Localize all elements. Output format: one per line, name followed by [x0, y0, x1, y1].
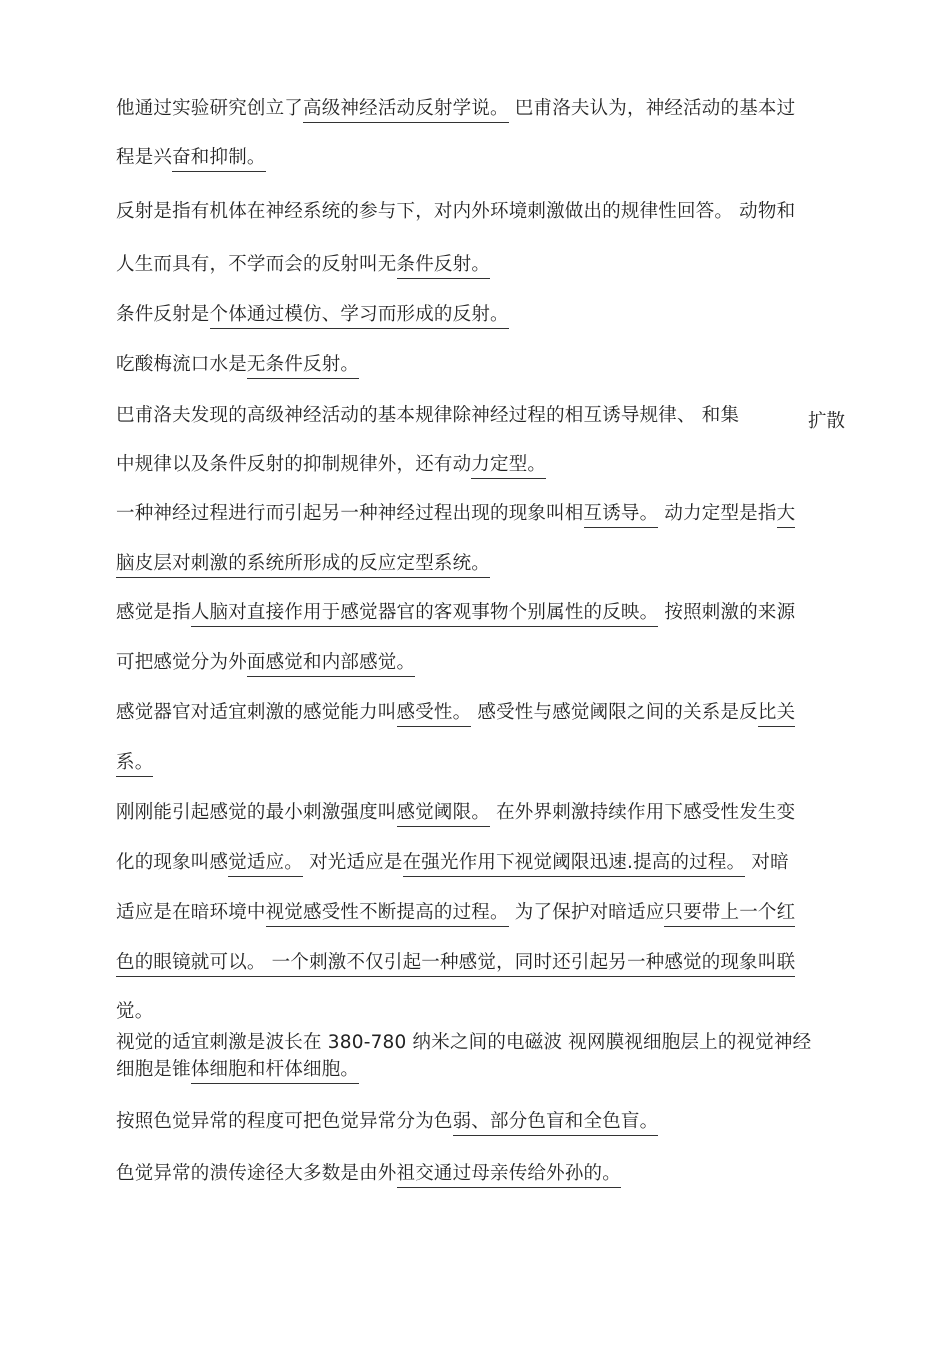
- margin-note: 扩散: [808, 411, 846, 432]
- underlined-answer: 祖交通过母亲传给外孙的。: [397, 1163, 621, 1188]
- underlined-answer: 在强光作用下视觉阈限迅速.提高的过程。: [403, 852, 746, 877]
- underlined-answer: 力定型。: [471, 454, 546, 479]
- line-text: 巴甫洛夫认为，神经活动的基本过: [508, 98, 796, 119]
- text-line: [116, 1162, 621, 1186]
- line-text: 感受性与感觉阈限之间的关系是反: [471, 702, 758, 723]
- underlined-answer: 无条件反射。: [247, 354, 359, 379]
- line-text: 适应是在暗环境中: [116, 902, 266, 923]
- text-line: [116, 303, 509, 327]
- line-text: 一种神经过程进行而引起另一种神经过程出现的现象叫相: [116, 503, 584, 524]
- line-text: 对光适应是: [303, 852, 403, 873]
- text-line: [116, 502, 795, 526]
- text-line: [116, 253, 490, 277]
- text-line: [116, 651, 415, 675]
- underlined-answer: 比关: [758, 702, 795, 727]
- line-text: 按照色觉异常的程度可把色觉异常分为色: [116, 1111, 453, 1132]
- text-line: [116, 1058, 359, 1082]
- line-text: 人生而具有，不学而会的反射叫无: [116, 254, 397, 275]
- text-line: [116, 851, 789, 875]
- underlined-answer: 条件反射。: [397, 254, 491, 279]
- line-text: 中规律以及条件反射的抑制规律外，还有动: [116, 454, 472, 475]
- line-text: 刚刚能引起感觉的最小刺激强度叫: [116, 802, 397, 823]
- underlined-answer: 觉适应。: [228, 852, 303, 877]
- text-line: [116, 353, 359, 377]
- underlined-answer: 高级神经活动反射学说。: [303, 98, 509, 123]
- line-text: 细胞是锥: [116, 1059, 191, 1080]
- line-text: 巴甫洛夫发现的高级神经活动的基本规律除神经过程的相互诱导规律、 和集: [116, 405, 740, 426]
- line-text: 对暗: [745, 852, 789, 873]
- line-text: 感觉是指: [116, 602, 191, 623]
- line-text: 感觉器官对适宜刺激的感觉能力叫: [116, 702, 397, 723]
- text-line: [116, 901, 795, 925]
- underlined-answer: 系。: [116, 752, 153, 777]
- line-text: 程是兴: [116, 147, 173, 168]
- underlined-answer: 只要带上一个红: [664, 902, 795, 927]
- text-line: [116, 146, 266, 170]
- underlined-answer: 脑皮层对刺激的系统所形成的反应定型系统。: [116, 553, 490, 578]
- text-line: [116, 801, 795, 825]
- line-text: 色觉异常的溃传途径大多数是由外: [116, 1163, 397, 1184]
- underlined-answer: 体细胞和杆体细胞。: [191, 1059, 359, 1084]
- text-line: [116, 453, 546, 477]
- underlined-answer: 人脑对直接作用于感觉器官的客观事物个别属性的反映。: [191, 602, 659, 627]
- underlined-answer: 视觉感受性不断提高的过程。: [266, 902, 509, 927]
- text-line: [116, 1110, 658, 1134]
- underlined-answer: 感觉阈限。: [397, 802, 491, 827]
- line-text: 动力定型是指: [658, 503, 777, 524]
- line-text: 可把感觉分为外: [116, 652, 247, 673]
- text-line: [116, 404, 739, 428]
- underlined-answer: 面感觉和内部感觉。: [247, 652, 415, 677]
- text-line: [116, 751, 153, 775]
- line-text: 觉。: [116, 1001, 154, 1022]
- underlined-answer: 色的眼镜就可以。 一个刺激不仅引起一种感觉，同时还引起另一种感觉的现象叫联: [116, 952, 795, 977]
- line-text: 按照刺激的来源: [658, 602, 796, 623]
- underlined-answer: 奋和抑制。: [172, 147, 266, 172]
- underlined-answer: 大: [777, 503, 796, 528]
- underlined-answer: 互诱导。: [584, 503, 659, 528]
- underlined-answer: 感受性。: [397, 702, 472, 727]
- line-text: 反射是指有机体在神经系统的参与下，对内外环境刺激做出的规律性回答。 动物和: [116, 201, 796, 222]
- line-text: 他通过实验研究创立了: [116, 98, 304, 119]
- line-text: 在外界刺激持续作用下感受性发生变: [490, 802, 796, 823]
- underlined-answer: 个体通过模仿、学习而形成的反射。: [210, 304, 509, 329]
- line-text: 为了保护对暗适应: [508, 902, 665, 923]
- text-line: [116, 97, 795, 121]
- text-line: [116, 601, 795, 625]
- text-line: [116, 1031, 811, 1055]
- line-text: 视觉的适宜刺激是波长在 380-780 纳米之间的电磁波 视网膜视细胞层上的视觉神经: [116, 1032, 812, 1053]
- underlined-answer: 弱、部分色盲和全色盲。: [453, 1111, 659, 1136]
- text-line: [116, 552, 490, 576]
- text-line: [116, 200, 795, 224]
- line-text: 吃酸梅流口水是: [116, 354, 247, 375]
- text-line: [116, 1000, 153, 1024]
- text-line: [116, 701, 795, 725]
- line-text: 条件反射是: [116, 304, 210, 325]
- text-line: [116, 951, 795, 975]
- line-text: 化的现象叫感: [116, 852, 229, 873]
